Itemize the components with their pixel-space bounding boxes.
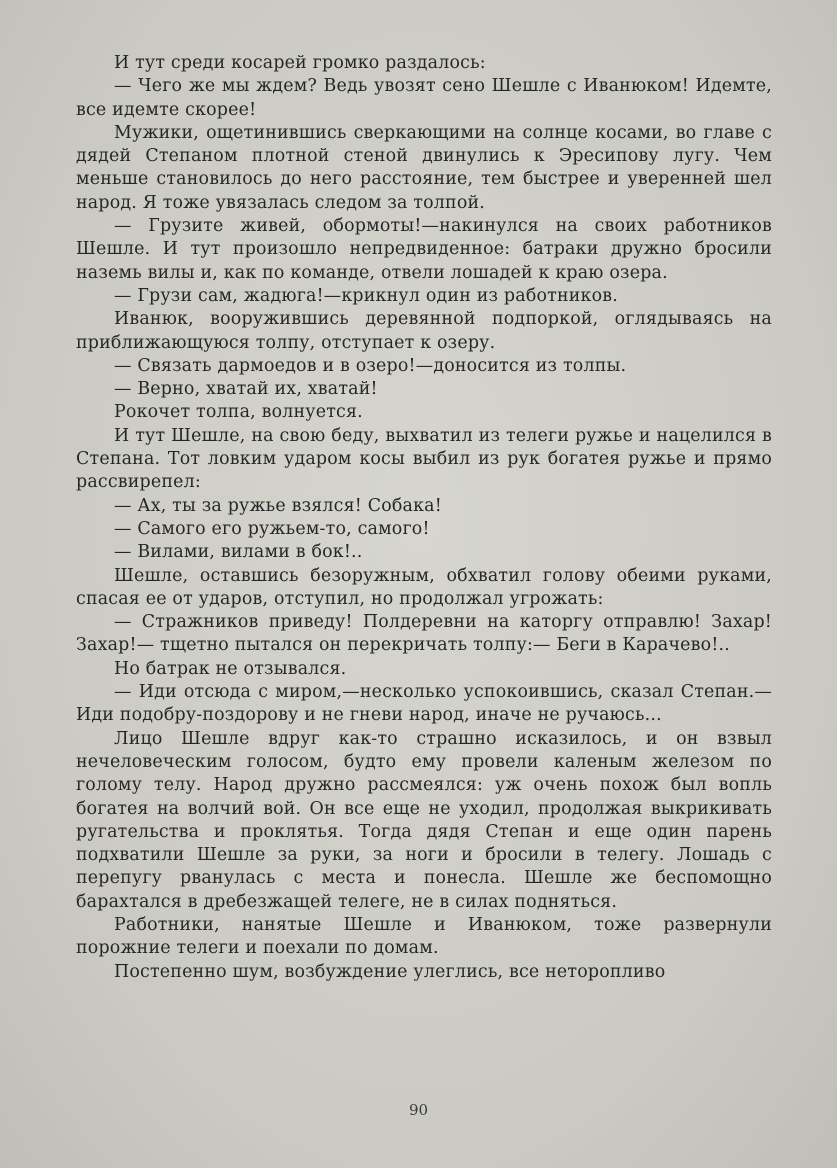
paragraph: Мужики, ощетинившись сверкающими на солнце косами, во главе с дядей Степаном плотной стеной двинулись к Эресипову лугу. Чем меньше становилось до него расстояние, тем быстрее и уверенней шел народ. Я тоже увязалась следом за толпой. [76,122,772,213]
paragraph: — Чего же мы ждем? Ведь увозят сено Шешле с Иванюком! Идемте, все идемте скорее! [76,76,772,120]
paragraph: Работники, нанятые Шешле и Иванюком, тоже развернули порожние телеги и поехали по домам. [76,914,772,959]
paragraph: — Стражников приведу! Полдеревни на каторгу отправлю! Захар! Захар!— тщетно пытался он перекричать толпу:— Беги в Карачево!.. [76,612,772,656]
paragraph: Лицо Шешле вдруг как-то страшно исказилось, и он взвыл нечеловеческим голосом, будто ему провели каленым железом по голому телу. Народ дружно рассмеялся: уж очень похож был вопль богатея на волчий вой. Он все еще не уходил, продолжая выкрикивать ругательства и проклятья. Тогда дядя Степан и еще один парень подхватили Шешле за руки, за ноги и бросили в телегу. Лошадь с перепугу рванулась с места и понесла. Шешле же беспомощно барахтался в дребезжащей телеге, не в силах подняться. [76,728,772,912]
paragraph: — Вилами, вилами в бок!.. [114,542,363,563]
paragraph: Постепенно шум, возбуждение улеглись, все неторопливо [114,961,666,982]
paragraph: И тут среди косарей громко раздалось: [114,53,486,73]
page-number: 90 [408,1101,429,1119]
paragraph: — Верно, хватай их, хватай! [114,379,378,400]
paragraph: — Связать дармоедов и в озеро!—доносится из толпы. [114,355,627,376]
page-text [76,52,772,984]
paragraph: — Иди отсюда с миром,—несколько успокоившись, сказал Степан.—Иди подобру-поздорову и не гневи народ, иначе не ручаюсь... [76,682,772,726]
paragraph: Иванюк, вооружившись деревянной подпоркой, оглядываясь на приближающуюся толпу, отступает к озеру. [76,309,772,353]
paragraph: — Ах, ты за ружье взялся! Собака! [114,495,442,516]
paragraph: Шешле, оставшись безоружным, обхватил голову обеими руками, спасая ее от ударов, отступил, но продолжал угрожать: [76,565,772,609]
paragraph: — Самого его ружьем-то, самого! [114,518,430,539]
paragraph: Рокочет толпа, волнуется. [114,402,363,423]
paragraph: — Грузите живей, обормоты!—накинулся на своих работников Шешле. И тут произошло непредвиденное: батраки дружно бросили наземь вилы и, как по команде, отвели лошадей к краю озера. [76,216,772,283]
paragraph: — Грузи сам, жадюга!—крикнул один из работников. [114,285,619,306]
paragraph: И тут Шешле, на свою беду, выхватил из телеги ружье и нацелился в Степана. Тот ловким ударом косы выбил из рук богатея ружье и прямо рассвирепел: [76,425,772,493]
paragraph: Но батрак не отзывался. [114,658,347,679]
